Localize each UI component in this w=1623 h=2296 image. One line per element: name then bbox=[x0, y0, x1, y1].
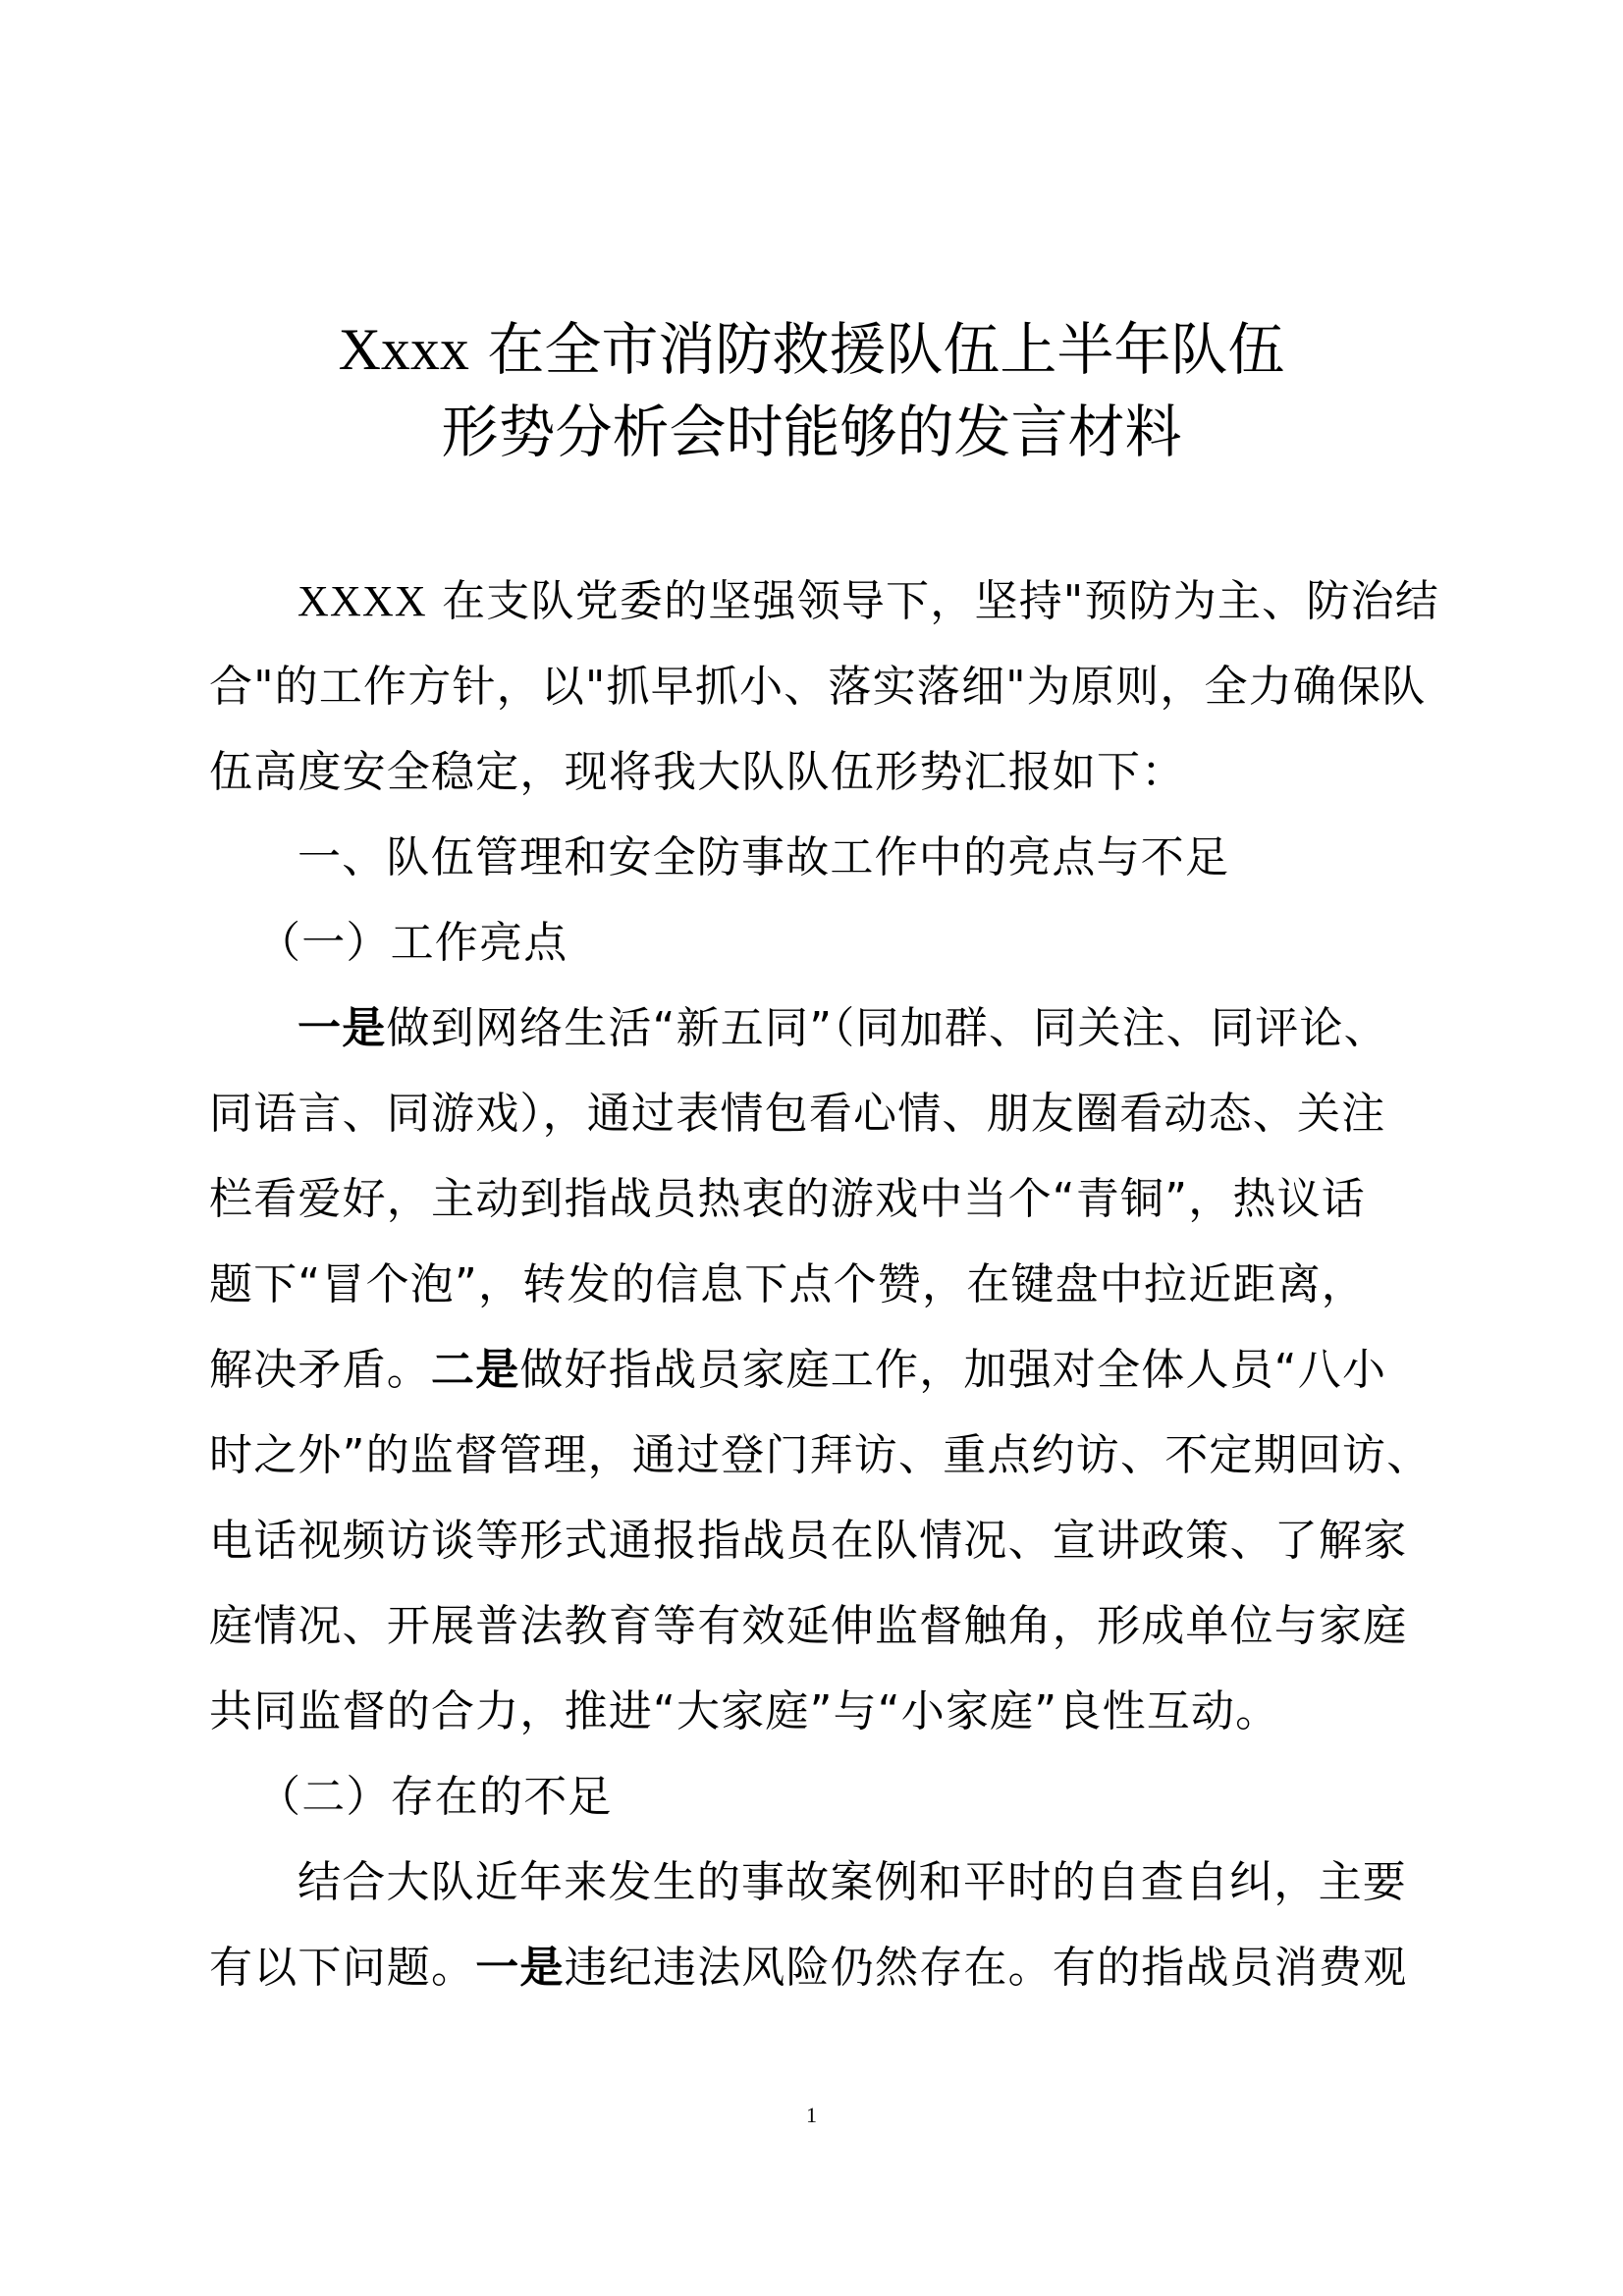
subsection-1-heading: （一）工作亮点 bbox=[257, 918, 568, 968]
title-cjk-text: 在全市消防救援队伍上半年队伍 bbox=[487, 316, 1285, 383]
shortcoming-line-2 bbox=[209, 1939, 1407, 1998]
document-title-line-2: 形势分析会时能够的发言材料 bbox=[441, 399, 1182, 465]
highlight-line-1 bbox=[298, 999, 1388, 1058]
highlight-line-2: 同语言、同游戏），通过表情包看心情、朋友圈看动态、关注 bbox=[209, 1089, 1386, 1139]
highlight-line-9: 共同监督的合力，推进“大家庭”与“小家庭”良性互动。 bbox=[209, 1686, 1280, 1736]
highlight-line-5-pre: 解决矛盾。 bbox=[209, 1345, 431, 1395]
highlight-line-5-text: 做好指战员家庭工作，加强对全体人员“八小 bbox=[519, 1345, 1387, 1395]
intro-latin-prefix: XXXX bbox=[298, 577, 427, 625]
point-label-first: 一是 bbox=[298, 1003, 387, 1053]
section-1-heading: 一、队伍管理和安全防事故工作中的亮点与不足 bbox=[298, 832, 1230, 882]
highlight-line-7: 电话视频访谈等形式通报指战员在队情况、宣讲政策、了解家 bbox=[209, 1516, 1408, 1566]
page-number: 1 bbox=[806, 2103, 817, 2127]
shortcoming-line-1: 结合大队近年来发生的事故案例和平时的自查自纠，主要 bbox=[298, 1857, 1407, 1907]
highlight-line-5 bbox=[209, 1341, 1386, 1400]
shortcoming-line-2-pre: 有以下问题。 bbox=[209, 1943, 476, 1993]
highlight-line-3: 栏看爱好，主动到指战员热衷的游戏中当个“青铜”，热议话 bbox=[209, 1174, 1366, 1224]
point-label-second: 二是 bbox=[431, 1345, 520, 1395]
intro-line-2: 合"的工作方针，以"抓早抓小、落实落细"为原则，全力确保队 bbox=[209, 662, 1427, 712]
highlight-line-4: 题下“冒个泡”，转发的信息下点个赞，在键盘中拉近距离， bbox=[209, 1259, 1366, 1309]
intro-line-1 bbox=[298, 572, 1439, 631]
intro-line-1-text: 在支队党委的坚强领导下，坚持"预防为主、防治结 bbox=[442, 576, 1439, 626]
point-label-first: 一是 bbox=[475, 1943, 565, 1993]
highlight-line-6: 时之外”的监督管理，通过登门拜访、重点约访、不定期回访、 bbox=[209, 1430, 1432, 1480]
intro-line-3: 伍高度安全稳定，现将我大队队伍形势汇报如下： bbox=[209, 747, 1186, 797]
shortcoming-line-2-text: 违纪违法风险仍然存在。有的指战员消费观 bbox=[564, 1943, 1408, 1993]
title-latin-prefix: Xxxx bbox=[338, 317, 469, 382]
document-title-line-1 bbox=[0, 310, 1623, 389]
subsection-2-heading: （二）存在的不足 bbox=[257, 1772, 613, 1822]
highlight-line-1-text: 做到网络生活“新五同”（同加群、同关注、同评论、 bbox=[386, 1003, 1388, 1053]
highlight-line-8: 庭情况、开展普法教育等有效延伸监督触角，形成单位与家庭 bbox=[209, 1601, 1408, 1651]
